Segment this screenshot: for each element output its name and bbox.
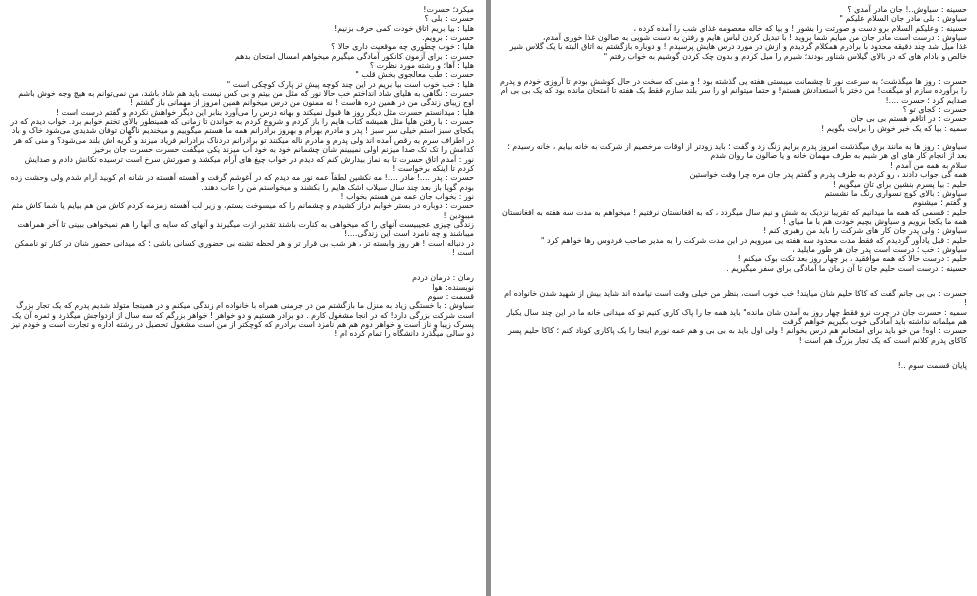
left-line: حسرت : با رفتن هلیا مثل همیشه کتاب هایم را باز کردم و شروع کردم به خواندن تا زمانی که همینطور بالای تختم خوابم برد. خواب دیدم که در یکجای سبز استم خیلی سر سبز ! پدر و مادرم بهرام و بهروز برادرانم همه ما هستم میگوییم و میخندیم ناگهان توفان شدیدی می‌شود خاک و باد در اطراف سرم به رقص آمده اند ولی پدرم و مادرم ناله میکنند تو برادرانم دردناک برادرانم فریاد میزند و گریه اش بلند می‌شود؟ و منی که هر کدامش را تک تک صدا میزنم اولی نمیبینم شان چشمانم خود به خود آب میزند یکی میگفت حسرت حسرت جان برخیز	[10, 117, 474, 155]
right-line: و گفتم ؛ میشنوم	[912, 198, 967, 208]
right-line: همه گی جواب دادند ، رو کردم به طرف پدرم و گفتم پدر جان مره چرا وقت خواستین	[689, 170, 967, 180]
left-line: حسرت : پدر ....! مادر ....! مه نکشین لطفاً عمه نور مه دیدم که در آغوشم گرفت و آهسته آهسته در شانه ام کوبید آرام شدم ولی وحشت زده بودم گویا باز بعد چند سال سیلاب اشک هایم را بکشند و میخواستم من را عاب دهند.	[10, 173, 474, 192]
left-line: در دنباله است ! هر روز وابسته تر ، هر شب بی قرار تر و هر لحظه تشنه بی حضوری کسانی باشی ؛ که میدانی حضور شان در کنار تو ناممکن است !	[14, 238, 474, 257]
right-line: حلیم : قبل یادآور گردیدم که فقط مدت محدود سه هفته یی میرویم در این مدت شرکت را به مدیر صاحب فردوس رها خواهم کرد "	[540, 235, 967, 245]
right-line: سیاوش : بالای کوچ نسواری رنگ ما نشستم	[824, 188, 967, 198]
left-line: حسرت : بلی ؟	[424, 14, 474, 24]
right-line: حسرت : بی بی جانم گفت که کاکا حلیم شان میایند! خب خوب است، بنظر من خیلی وقت است نیامده اند شاید بیش از شهید شدن خانواده ام !	[504, 288, 967, 308]
right-line: حسرت : روز ها میگذشت؛ به سرعت نور تا چشمانت میبستی هفته یی گذشته بود ! و منی که سخت در حال کوشش بودم تا آروزی خودم و پدرم را برآورده سازم او میگفت! من دختر با استعدادش هستم! و حتما میتوانم او را سر بلند سازم فقط یک هفته تا امتحان مانده بود که یک بی بی ام صدایم کرد ؛ حسرت ....!	[499, 77, 967, 105]
right-line: حلیم : درست حالا که همه موافقید ، بر چهار روز بعد تکت بوک میکنم !	[737, 254, 967, 264]
right-line: حلیم : قسمی که همه ما میدانیم که تقریبا نزدیک به شش و نیم سال میگردد ، که به افغانستان نرفتیم ! میخواهم به مدت سه هفته به افغانستان همه ما یکجا برویم و سیاوش بچیم خودت هم با ما میای !	[501, 207, 967, 226]
left-page	[0, 0, 486, 596]
left-line: نور : آمدم اتاق حسرت تا به نماز بیدارش کنم که دیدم در خواب چیغ های آرام میکشد و صورتش سرخ است ترسیده تکانش دادم و صدایش کردم تا اینکه برخواست !	[24, 154, 474, 173]
left-line: حسرت : طب معالجوی بخش قلب "	[355, 70, 474, 80]
right-line: حلیم : بیا پسرم بنشین برای تان میگویم !	[832, 179, 967, 189]
left-line: حسرت : نگاهی به هلیای شاد انداختم خب حالا نور که مثل من بیتم و بی کس نیست باید هم شاد باشد، من نمی‌توانم به هیچ وجه خوش باشم اوج زیبای زندگی من در همین دره هاست ! نه ممنون من درس میخوانم همین امروز از مهمانی باز گشتم !	[18, 89, 474, 108]
right-line: حسینه : سیاوش..! جان مادر آمدی ؟	[847, 5, 967, 14]
left-line: زندگی چیزی عجیبیست آنهای را که میخواهی به کنارت باشند تقدیر ازت میگیرند و آنهای که سایه ی آنها را هم نمیخواهی ببینی تا آخر همراهت میباشند و چه نامرد است این زندگی....!	[17, 219, 474, 239]
end-of-part: پایان قسمت سوم ..!	[897, 361, 967, 370]
right-line: حسرت : کجای تو ؟	[902, 105, 967, 115]
right-line: غذا میل شد چند دقیقه محدود با برادرم همکلام گردیدم و ازش در مورد درس هایش پرسیدم ! و دوباره بازگشتم به اتاق البته با یک گلاس شیر خالص و بادام های که در بالای گیلاس شناور بودند؛ شیرم را میل کردم و بدون چک کردن گوشیم به خواب رفتم "	[509, 42, 967, 61]
right-line: سمیه : حسرت جان در چرت نرو فقط چهار روز به آمدن شان مانده" باید همه جا را پاک کاری کنیم تو که میدانی خانه ما در این چند سال یکبار هم میلمانه نداشته باید آمادگی خوب بگیریم خواهم گرفت	[506, 307, 967, 326]
right-page-text	[499, 5, 967, 370]
left-line: حسرت : برویم.	[422, 33, 474, 43]
left-line: هلیا : خوب چطوری چه موقعیت داری حالا ؟	[331, 42, 474, 52]
right-line: حسینه : درست است حلیم جان تا آن زمان ما آمادگی برای سفر میگیریم .	[726, 263, 967, 273]
right-page	[491, 0, 977, 596]
right-line: سلام به همه من آمدم !	[890, 160, 967, 170]
right-line: سیاوش : ولی پدر جان کار های شرکت را باید من رهبری کنم !	[763, 226, 967, 236]
right-line: حسینه : وعلیکم السلام برو دست و صورتت را بشور ! و بیا که خاله معصومه غذای شب را آمده کرده ،	[633, 23, 967, 33]
right-line: سمیه : بیا که یک خبر خوش را برایت بگویم !	[821, 123, 967, 133]
left-line: هلیا : میدانستم حسرت مثل دیگر روز ها قبول نمیکند و بهانه درس را می‌آورد بنابر این دیگر خواهش نکردم و گفتم درست است !	[55, 107, 474, 117]
left-line: حسرت : برای آزمون کانکور آمادگی میگیرم میخواهم امسال امتحان بدهم	[234, 51, 474, 61]
right-line: حسرت : در اتاقم هستم بی بی جان	[850, 114, 967, 124]
left-line: سیاوش : با خستگی زیاد به منزل ما بازگشتم من در جرمنی همراه با خانواده ام زندگی میکنم و در همینجا متولد شدیم پدرم که یک تجار بزرگ است شرکت بزرگی دارد! که در انجا مشغول کارم . دو برادر هستیم و دو خواهر ! خواهر بزرگم که سه سال از ازدواجش میگذرد و ثمره آن یک پسرک زیبا و ناز است و خواهر دوم هم هم نامزد است برادرم که کوچکتر از من است مشغول تحصیل در رشته اداره و تجارت است و خودم نیز دو سالی میگذرد دانشگاه را تمام کرده ام !	[11, 301, 474, 339]
right-line: سیاوش : خب ؛ درست است پدر جان هر طور مایلید ،	[792, 244, 967, 254]
left-page-text	[8, 5, 474, 339]
novel-part: قسمت : سوم	[427, 291, 474, 301]
right-line: حسرت : اوه! من خو باید برای امتحانم هم درس بخوانم ! ولی اول باید به بی بی و هم عمه نورم اینجا را یک پاکاری کوناد کنم ؛ کاکا حلیم پسر کاکای پدرم کلانم است که یک تجار بزرگ هم است !	[507, 326, 967, 345]
right-line: سیاوش : بلی مادر جان السلام علیکم "	[839, 14, 967, 24]
right-line: سیاوش : درست است مادر جان من میایم شما بروید ! با تبدیل کردن لباس هایم و رفتن به دست شویی به صالون غذا خوری آمدم،	[542, 33, 967, 43]
left-line: نور : بخواب جان عمه من هستم بخواب !	[340, 191, 474, 201]
left-line: هلیا : بیا بریم اتاق خودت کمی حرف بزنیم!	[334, 23, 474, 33]
left-line: هلیا : آها؛ و رشته مورد نظرت ؟	[369, 61, 474, 71]
left-line: میکرد؛ حسرت!	[423, 5, 474, 14]
left-line: هلیا : خب خوب است بیا بریم در این چند کوچه پیش تر پارک کوچکی است "	[226, 79, 474, 89]
right-line: سیاوش : روز ها به مانند برق میگذشت امروز پدرم برایم زنگ زد و گفت ؛ باید زودتر از اوقات مرخصیم از شرکت به خانه بیایم ، خانه رسیدم ؛ بعد از انجام کار های ای هر شیم به طرف مهمان خانه و یا صالون ما روان شدم	[507, 142, 967, 161]
novel-author: نویسنده: هوا	[432, 282, 474, 292]
left-line: حسرت : دوباره در بستر خوابم دراز کشیدم و چشمانم را که میسوخت بستم، و زیر لب آهسته زمزمه کردم کاش من هم بیایم یا شما کاش مثم میبودین !	[11, 201, 474, 220]
novel-title: رمان : درمان دردم	[412, 273, 474, 283]
